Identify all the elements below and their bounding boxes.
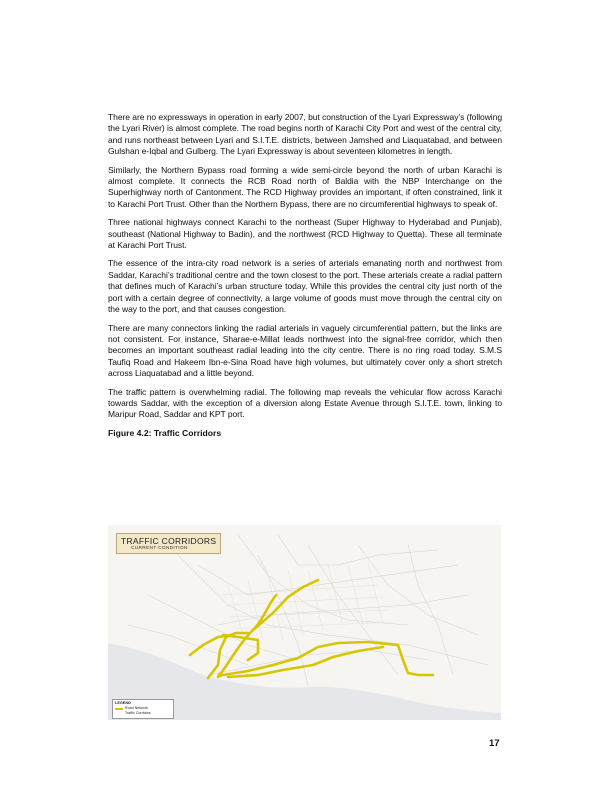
map-title: TRAFFIC CORRIDORS [121, 536, 217, 546]
corridor-estate-avenue [223, 635, 258, 660]
legend-title: LEGEND [115, 701, 131, 705]
map-title-box [116, 533, 221, 554]
paragraph-connectors: There are many connectors linking the radial arterials in vaguely circumferential pattern, but the links are not consistent. For instance, Sharae-e-Millat leads northwest into the signal-free corridor, which then becomes an important southeast radial leading into the city centre. There is no ring road today. S.M.S Taufiq Road and Hakeem Ibn-e-Sina Road have high volumes, but ultimately cover only a short stretch across Liaquatabad and a little beyond. [108, 322, 502, 379]
legend-item-road-network: Road Network [125, 706, 148, 710]
legend-corridor-swatch [115, 708, 123, 710]
paragraph-national-highways: Three national highways connect Karachi to the northeast (Super Highway to Hyderabad and Punjab), southeast (National Highway to Badin), and the northwest (RCD Highway to Quetta). These all terminate at Karachi Port Trust. [108, 217, 502, 251]
paragraph-arterials: The essence of the intra-city road network is a series of arterials emanating north and northwest from Saddar, Karachi’s traditional centre and the town closest to the port. These arterials create a radial pattern that defines much of Karachi’s urban structure today. While this provides the central city just north of the port with a certain degree of connectivity, a large volume of goods must move through the central city on the way to the port, and that causes congestion. [108, 258, 502, 315]
body-text [108, 112, 502, 444]
traffic-corridors-map [108, 525, 501, 720]
map-subtitle: CURRENT CONDITION [131, 546, 188, 551]
page-number: 17 [489, 738, 500, 749]
road-network [128, 535, 488, 685]
map-legend [112, 699, 174, 719]
road-network-dense [223, 563, 393, 640]
map-graphic [108, 525, 501, 720]
paragraph-traffic-pattern: The traffic pattern is overwhelming radial. The following map reveals the vehicular flow across Karachi towards Saddar, with the exception of a diversion along Estate Avenue through S.I.T.E. town, linking to Maripur Road, Saddar and KPT port. [108, 386, 502, 420]
legend-item-traffic-corridors: Traffic Corridors [125, 711, 151, 715]
saddar-marker [218, 673, 223, 678]
paragraph-expressways: There are no expressways in operation in early 2007, but construction of the Lyari Expressway’s (following the Lyari River) is almost complete. The road begins north of Karachi City Port and west of the central city, and runs northeast between Lyari and S.I.T.E. districts, between Jamshed and Liaquatabad, and between Gulshan e-Iqbal and Gulberg. The Lyari Expressway is about seventeen kilometres in length. [108, 112, 502, 157]
paragraph-northern-bypass: Similarly, the Northern Bypass road forming a wide semi-circle beyond the north of urban Karachi is almost complete. It connects the RCB Road north of Baldia with the NBP Interchange on the Superhighway north of Cantonment. The RCD Highway provides an important, if often constrained, link it to Karachi Port Trust. Other than the Northern Bypass, there are no circumferential highways to speak of. [108, 164, 502, 209]
corridor-southeast [228, 647, 383, 677]
figure-caption: Figure 4.2: Traffic Corridors [108, 427, 222, 438]
